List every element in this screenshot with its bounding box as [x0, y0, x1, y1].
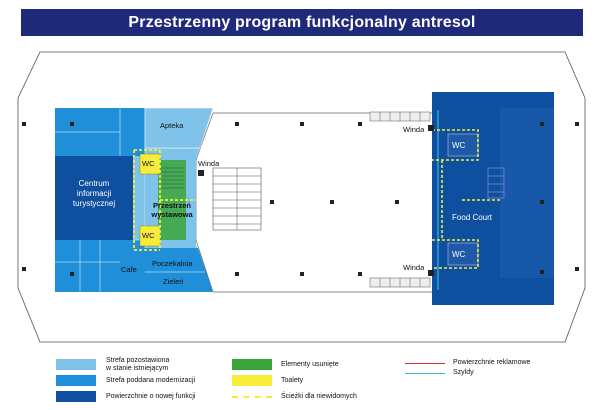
central-stairs — [213, 168, 261, 230]
label-centrum-1: Centrum — [78, 179, 110, 188]
label-wc-3: WC — [452, 141, 466, 150]
legend-label-toilets: Toalety — [281, 377, 304, 384]
elevator-left — [198, 170, 204, 176]
legend-label-signs: Szyldy — [453, 369, 474, 376]
legend-swatch-new-function — [56, 391, 96, 402]
legend-swatch-toilets — [232, 375, 272, 386]
label-wc-4: WC — [452, 250, 466, 259]
label-food-court: Food Court — [452, 213, 493, 222]
legend-swatch-tactile-path — [232, 396, 272, 398]
legend-label-existing-line2: w stanie istniejącym — [106, 365, 169, 372]
new-function-centrum — [55, 156, 133, 240]
legend-label-existing-line1: Strefa pozostawiona — [106, 357, 170, 364]
label-przestrzen-2: wystawowa — [151, 210, 193, 219]
legend-label-modernized: Strefa poddana modernizacji — [106, 377, 196, 384]
label-winda-2: Winda — [403, 125, 425, 134]
legend-label-removed: Elementy usunięte — [281, 361, 339, 368]
label-przestrzen-1: Przestrzeń — [153, 201, 191, 210]
label-centrum-3: turystycznej — [72, 199, 116, 208]
legend-swatch-removed — [232, 359, 272, 370]
label-wc-1: WC — [142, 159, 155, 168]
label-zielen: Zieleń — [163, 277, 184, 286]
legend-label-tactile-path: Ścieżki dla niewidomych — [281, 393, 357, 400]
legend-swatch-advertising — [405, 363, 445, 364]
legend-swatch-modernized — [56, 375, 96, 386]
legend-label-new-function: Powierzchnie o nowej funkcji — [106, 393, 196, 400]
escalator-top — [370, 112, 430, 121]
label-winda-3: Winda — [403, 263, 425, 272]
legend-swatch-existing — [56, 359, 96, 370]
elevator-right-bottom — [428, 270, 434, 276]
label-winda-1: Winda — [198, 159, 220, 168]
label-centrum-2: informacji — [76, 189, 112, 198]
legend-label-existing — [106, 357, 169, 373]
label-poczekalnia: Poczekalnia — [152, 259, 193, 268]
legend-swatch-signs — [405, 373, 445, 374]
escalator-bottom — [370, 278, 430, 287]
label-cafe: Cafe — [121, 265, 137, 274]
label-wc-2: WC — [142, 231, 155, 240]
page-title: Przestrzenny program funkcjonalny antresol — [128, 13, 476, 31]
elevator-right-top — [428, 125, 434, 131]
legend-label-advertising: Powierzchnie reklamowe — [453, 359, 531, 366]
food-court-kitchen — [500, 108, 554, 278]
label-apteka: Apteka — [160, 121, 184, 130]
